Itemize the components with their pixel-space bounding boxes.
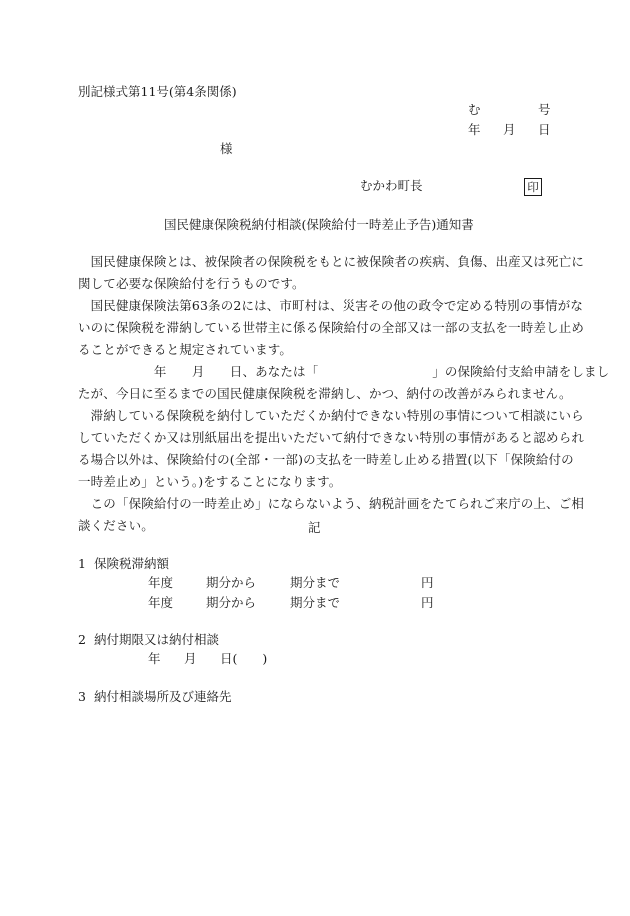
date-month: 月 — [503, 122, 516, 137]
section2-number: 2 — [78, 632, 86, 647]
section1-heading: 保険税滞納額 — [94, 556, 170, 571]
deadline-day: 日( ) — [220, 651, 268, 666]
document-title: 国民健康保険税納付相談(保険給付一時差止予告)通知書 — [164, 217, 474, 232]
arrears-to: 期分まで — [290, 575, 341, 590]
body-line: していただくか又は別紙届出を提出いただいて納付できない特別の事情があると認められ — [78, 430, 585, 445]
section2-heading: 納付期限又は納付相談 — [94, 632, 220, 647]
body-line: 談ください。 — [78, 518, 154, 533]
arrears-from: 期分から — [206, 595, 257, 610]
body-line: 年 月 日、あなたは「 」の保険給付支給申請をしまし — [78, 364, 610, 379]
body-line: 滞納している保険税を納付していただくか納付できない特別の事情について相談にいら — [78, 408, 584, 423]
body-text — [78, 251, 610, 537]
arrears-from: 期分から — [206, 575, 257, 590]
ki-marker: 記 — [308, 520, 321, 535]
body-line: 一時差止め」という。)をすることになります。 — [78, 474, 342, 489]
body-line: いのに保険税を滞納している世帯主に係る保険給付の全部又は一部の支払を一時差し止め — [78, 320, 585, 335]
section3-heading: 納付相談場所及び連絡先 — [94, 689, 232, 704]
doc-number-prefix: む — [468, 102, 481, 117]
date-year: 年 — [468, 122, 481, 137]
arrears-to: 期分まで — [290, 595, 341, 610]
deadline-year: 年 — [148, 651, 161, 666]
body-line: ることができると規定されています。 — [78, 342, 293, 357]
seal-stamp: 印 — [524, 178, 542, 196]
section1-number: 1 — [78, 556, 86, 571]
date-day: 日 — [538, 122, 551, 137]
arrears-year: 年度 — [148, 575, 174, 590]
doc-number-suffix: 号 — [538, 102, 551, 117]
body-line: 国民健康保険法第63条の2には、市町村は、災害その他の政令で定める特別の事情がな — [78, 298, 584, 313]
addressee-suffix: 様 — [220, 141, 233, 156]
body-line: 関して必要な保険給付を行うものです。 — [78, 276, 305, 291]
body-line: る場合以外は、保険給付の(全部・一部)の支払を一時差し止める措置(以下「保険給付の — [78, 452, 574, 467]
body-line: この「保険給付の一時差止め」にならないよう、納税計画をたてられご来庁の上、ご相 — [78, 496, 585, 511]
arrears-yen: 円 — [421, 595, 434, 610]
form-label: 別記様式第11号(第4条関係) — [78, 84, 237, 99]
arrears-yen: 円 — [421, 575, 434, 590]
deadline-month: 月 — [184, 651, 197, 666]
section3-number: 3 — [78, 689, 86, 704]
body-line: 国民健康保険とは、被保険者の保険税をもとに被保険者の疾病、負傷、出産又は死亡に — [78, 254, 585, 269]
arrears-year: 年度 — [148, 595, 174, 610]
sender-name: むかわ町長 — [360, 178, 423, 193]
body-line: たが、今日に至るまでの国民健康保険税を滞納し、かつ、納付の改善がみられません。 — [78, 386, 572, 401]
